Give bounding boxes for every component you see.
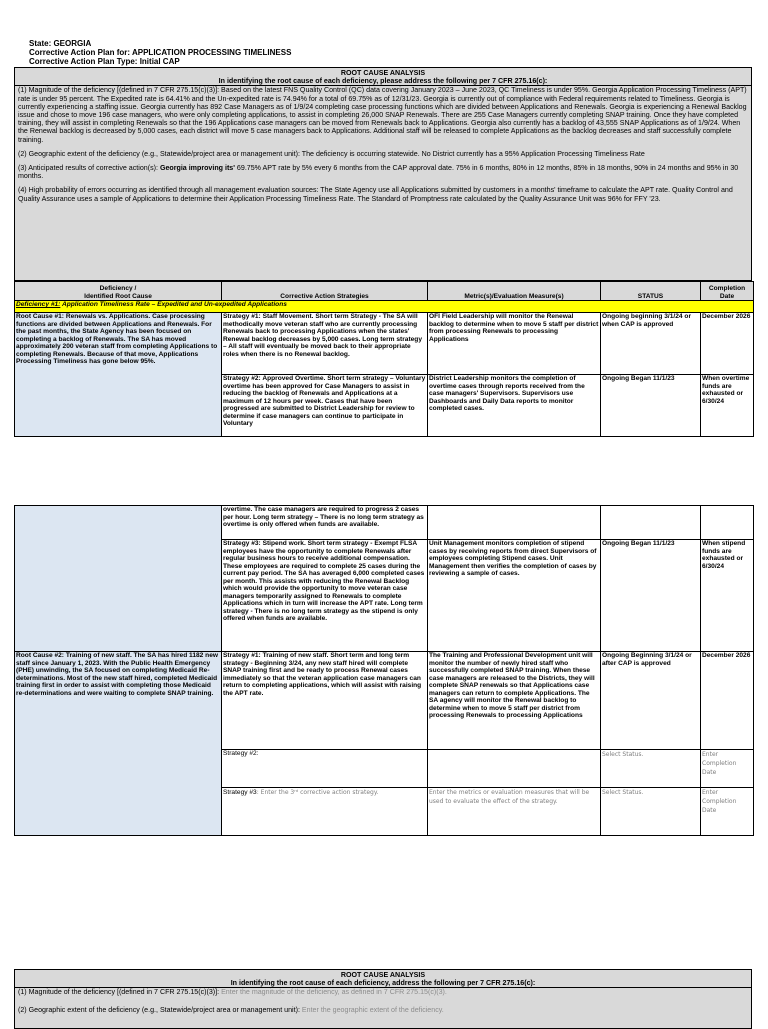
table-row — [15, 652, 754, 750]
completion-date-2: When overtime funds are exhausted or 6/30/24 — [701, 375, 754, 437]
completion-date-3: When stipend funds are exhausted or 6/30/24 — [701, 540, 754, 652]
metric-2-continued — [428, 506, 601, 540]
root2-strategy-2[interactable]: Strategy #2: — [222, 750, 428, 788]
root-cause-analysis-2 — [14, 969, 752, 1029]
root2-metric-2[interactable] — [428, 750, 601, 788]
corrective-action-table — [14, 281, 754, 437]
rca-title: ROOT CAUSE ANALYSIS — [340, 69, 426, 77]
strategy-3-placeholder: : Enter the 3ʳᵈ corrective action strategy. — [256, 789, 379, 796]
table-row — [15, 313, 754, 375]
rca2-geographic-label: (2) Geographic extent of the deficiency (e.g., Statewide/project area or management unit): — [18, 1005, 302, 1014]
corrective-action-table-continued — [14, 505, 754, 836]
plan-for-line: Corrective Action Plan for: APPLICATION PROCESSING TIMELINESS — [29, 48, 292, 57]
deficiency-1 — [15, 301, 754, 313]
rca2-geographic-extent[interactable] — [15, 1006, 751, 1014]
strategy-2-continued: overtime. The case managers are required to progress 2 cases per hour. Long term strategy – There is no long term strategy as overtime is only offered when funds are available. — [222, 506, 428, 540]
status-2: Ongoing Began 11/1/23 — [601, 375, 701, 437]
date-2-continued — [701, 506, 754, 540]
status-3: Ongoing Began 11/1/23 — [601, 540, 701, 652]
root2-strategy-3[interactable] — [222, 788, 428, 836]
rca-heading — [15, 68, 751, 86]
rca-anticipated-bold: Georgia improving its' — [159, 164, 235, 173]
rca-anticipated-results — [15, 164, 751, 180]
rca-error-probability: (4) High probability of errors occurring as identified through all management evaluation sources: The State Agency use all Applications submitted by customers in a months' timeframe to calculate the APT rate. Quality Control and Quality Assurance uses a sample of Applications to determine their Application Processing Timeliness Rate. The Standard of Promptness rate calculated by the Quality Assurance Unit was 96% for FFY '23. — [18, 186, 733, 203]
col-status-header: STATUS — [601, 282, 701, 301]
root-cause-analysis-1 — [14, 67, 752, 281]
col-completion-header: Completion Date — [701, 282, 754, 301]
col-deficiency-header: Deficiency / Identified Root Cause — [15, 282, 222, 301]
rca-subtitle: In identifying the root cause of each deficiency, please address the following per 7 CFR 275.16(c): — [218, 77, 548, 86]
table-header-row — [15, 282, 754, 301]
root2-completion-date-2[interactable]: Enter Completion Date — [701, 750, 754, 788]
rca-geographic-extent: (2) Geographic extent of the deficiency (e.g., Statewide/project area or management unit): The deficiency is occurring statewide. No District currently has a 95% Application Processing Timeliness Rate — [18, 149, 645, 158]
col-strategies-header: Corrective Action Strategies — [222, 282, 428, 301]
status-1: Ongoing beginning 3/1/24 or when CAP is approved — [601, 313, 701, 375]
state-line: State: GEORGIA — [29, 39, 92, 48]
deficiency-row — [15, 301, 754, 313]
root-cause-2: Root Cause #2: Training of new staff. The SA has hired 1182 new staff since January 1, 2023. With the Public Health Emergency (PHE) unwinding, the SA focused on completing Medicaid Re-determinations. Most of the new staff hired, completed Medicaid training first in order to assist with completing those Medicaid re-determinations and were waiting to complete SNAP training. — [15, 652, 222, 836]
rca2-magnitude-label: (1) Magnitude of the deficiency [(defined in 7 CFR 275.15(c)(3)]: — [18, 988, 222, 997]
completion-date-1: December 2026 — [701, 313, 754, 375]
col-metrics-header: Metric(s)/Evaluation Measure(s) — [428, 282, 601, 301]
root2-metric-3[interactable]: Enter the metrics or evaluation measures that will be used to evaluate the effect of the strategy. — [428, 788, 601, 836]
root-cause-1-continued — [15, 506, 222, 652]
plan-header — [29, 39, 291, 66]
rca2-title: ROOT CAUSE ANALYSIS — [340, 971, 426, 979]
root2-completion-date-3[interactable]: Enter Completion Date — [701, 788, 754, 836]
rca-anticipated-rest: 69.75% APT rate by 5% every 6 months from the CAP approval date. 75% in 6 months, 80% in 12 months, 85% in 18 months, 90% in 24 months and 95% in 30 months. — [18, 164, 739, 181]
metric-2: District Leadership monitors the completion of overtime cases through reports received from the case managers' Supervisors. Supervisors use Dashboards and Daily Data reports to monitor completed cases. — [428, 375, 601, 437]
root2-strategy-1: Strategy #1: Training of new staff. Short term and long term strategy - Beginning 3/24, any new staff hired will complete SNAP training first and be ready to process Renewal cases immediately so that the veteran application case managers can return to completing applications, which will assist with raising the APT rate. — [222, 652, 428, 750]
strategy-3-label: Strategy #3 — [223, 789, 257, 796]
root2-metric-1: The Training and Professional Development unit will monitor the number of newly hired staff who successfully completed SNAP training. When these case managers are released to the Districts, they will complete SNAP renewals so that Applications case managers can return to complete Applications. The SA agency will monitor the Renewal backlog to determine when to move 5 staff per district from processing Renewals to processing Applications — [428, 652, 601, 750]
table-row — [15, 506, 754, 540]
rca2-magnitude-placeholder: Enter the magnitude of the deficiency, as defined in 7 CFR 275.15(c)(3). — [221, 988, 447, 997]
rca-anticipated-prefix: (3) Anticipated results of corrective action(s): — [18, 164, 160, 173]
rca2-heading — [15, 970, 751, 988]
root2-completion-date-1: December 2026 — [701, 652, 754, 750]
root2-status-1: Ongoing Beginning 3/1/24 or after CAP is approved — [601, 652, 701, 750]
rca2-subtitle: In identifying the root cause of each deficiency, address the following per 7 CFR 275.16(c): — [230, 979, 536, 988]
status-2-continued — [601, 506, 701, 540]
metric-3: Unit Management monitors completion of stipend cases by receiving reports from direct Supervisors of employees completing Stipend cases. Unit Management then verifies the completion of cases by reviewing a sample of cases. — [428, 540, 601, 652]
strategy-1: Strategy #1: Staff Movement. Short term Strategy - The SA will methodically move veteran staff who are currently processing Renewals back to processing Applications when the states' Renewal backlog decreases by 5,000 cases. Long term strategy – All staff will eventually be moved back to their appropriate roles when there is no Renewal backlog. — [222, 313, 428, 375]
deficiency-text: Application Timeliness Rate – Expedited and Un-expedited Applications — [60, 301, 287, 308]
deficiency-label: Deficiency #1: — [16, 301, 61, 308]
rca-magnitude: (1) Magnitude of the deficiency [(defined in 7 CFR 275.15(c)(3)]: Based on the latest FNS Quality Control (QC) data covering January 2023 – June 2023, QC Timeliness is under 95%. Georgia Application Processing Timeliness (APT) rate is under 95 percent. The Expedited rate is 64.41% and the Un-expedited rate is 74.94% for a total of 69.75% as of 12/31/23. Georgia is currently out of compliance with Federal requirements related to Timeliness. Georgia is currently experiencing a staffing issue. Georgia currently has 892 Case Managers as of 1/9/24 completing case processing functions which are divided between Applications and Renewals. Georgia is experiencing a Renewal Backlog issue and chose to move 196 case managers, who were only completing applications, to assist in completing 26,000 SNAP Renewals. There are 255 Case Managers currently completing SNAP training. Once they have completed training, they will assist in completing Renewals so that the 196 Applications case managers can be moved from Renewals back to Applications. Georgia also currently has a backlog of 43,555 SNAP Applications as of 1/9/24. When the Renewal backlog is decreased by 5,000 cases, each district will move 5 case managers back to Applications. Additional staff will be released to complete Applications as the backlog decreases and staff successfully complete training. — [18, 86, 747, 144]
strategy-2: Strategy #2: Approved Overtime. Short term strategy – Voluntary overtime has been approved for Case Managers to assist in reducing the backlog of Renewals and Applications at a maximum of 12 hours per week. Cases that have been progressed are submitted to District Leadership for review to determine if case managers can continue to participate in Voluntary — [222, 375, 428, 437]
rca2-geographic-placeholder: Enter the geographic extent of the deficiency. — [301, 1005, 444, 1014]
rca2-magnitude[interactable] — [15, 988, 751, 996]
metric-1: OFI Field Leadership will monitor the Renewal backlog to determine when to move 5 staff per district from processing Renewals to processing Applications — [428, 313, 601, 375]
root2-status-2-select[interactable]: Select Status. — [601, 750, 701, 788]
plan-type-line: Corrective Action Plan Type: Initial CAP — [29, 57, 180, 66]
root2-status-3-select[interactable]: Select Status. — [601, 788, 701, 836]
strategy-3: Strategy #3: Stipend work. Short term strategy - Exempt FLSA employees have the opportunity to complete Renewals after regular business hours to receive additional compensation. These employees are required to complete 25 cases during the current pay period. The SA has averaged 6,000 completed cases per month. This assists with reducing the Renewal Backlog which would provide the opportunity to move veteran case managers temporarily assigned to Renewals to complete Applications which in turn will increase the APT rate. Long term strategy - There is no long term strategy as the stipend is only offered when funds are available. — [222, 540, 428, 652]
root-cause-1: Root Cause #1: Renewals vs. Applications. Case processing functions are divided between Applications and Renewals. For the past months, the State Agency has been focused on completing a backlog of Renewals. The SA has moved approximately 200 veteran staff from completing Applications to completing Renewals. Because of that move, Applications Processing Timeliness has gone below 95%. — [15, 313, 222, 437]
